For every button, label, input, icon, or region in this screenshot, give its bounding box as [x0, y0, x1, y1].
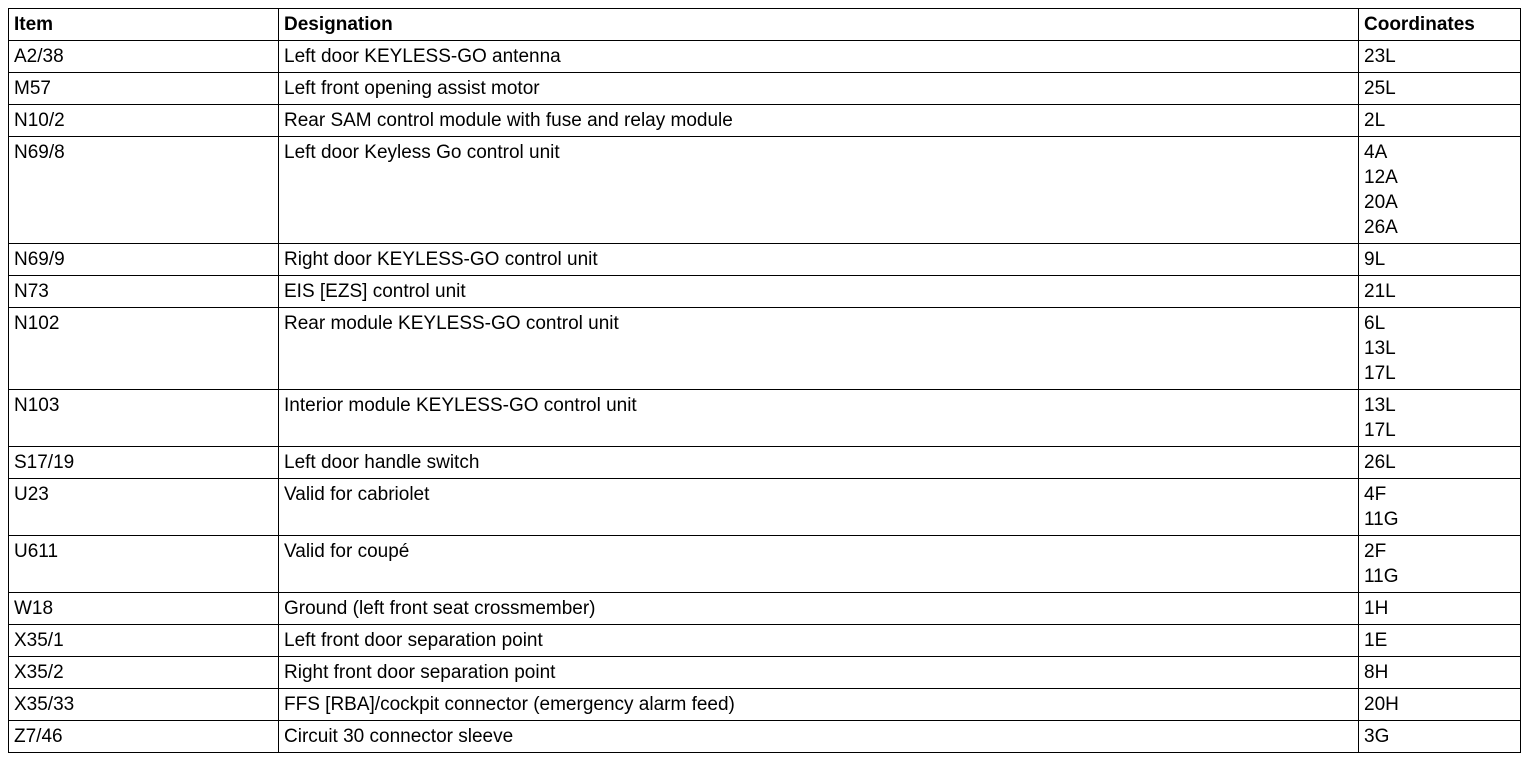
item-cell: N103	[9, 390, 279, 447]
coordinate-value: 12A	[1364, 167, 1398, 188]
coordinates-cell	[1359, 244, 1521, 276]
table-row	[9, 276, 1521, 308]
coordinates-cell	[1359, 657, 1521, 689]
table-row	[9, 73, 1521, 105]
table-row	[9, 105, 1521, 137]
coordinate-value: 13L	[1364, 338, 1396, 359]
table-row	[9, 41, 1521, 73]
coordinates-cell	[1359, 390, 1521, 447]
designation-cell: Left front door separation point	[279, 625, 1359, 657]
table-body	[9, 41, 1521, 753]
designation-cell: Left door handle switch	[279, 447, 1359, 479]
designation-cell: EIS [EZS] control unit	[279, 276, 1359, 308]
item-cell: N69/9	[9, 244, 279, 276]
designation-cell: Interior module KEYLESS-GO control unit	[279, 390, 1359, 447]
coordinate-value: 1H	[1364, 598, 1389, 619]
table-row	[9, 244, 1521, 276]
coordinate-value: 8H	[1364, 662, 1389, 683]
table-row	[9, 625, 1521, 657]
designation-cell: Ground (left front seat crossmember)	[279, 593, 1359, 625]
table-row	[9, 657, 1521, 689]
coordinate-value: 9L	[1364, 249, 1386, 270]
coordinate-value: 23L	[1364, 46, 1396, 67]
item-cell: Z7/46	[9, 721, 279, 753]
designation-cell: Right door KEYLESS-GO control unit	[279, 244, 1359, 276]
coordinates-cell	[1359, 105, 1521, 137]
designation-cell: Left door Keyless Go control unit	[279, 137, 1359, 244]
designation-column-header: Designation	[279, 9, 1359, 41]
coordinate-value: 20H	[1364, 694, 1399, 715]
designation-cell: Rear module KEYLESS-GO control unit	[279, 308, 1359, 390]
coordinates-cell	[1359, 276, 1521, 308]
coordinate-value: 2F	[1364, 541, 1387, 562]
coordinates-cell	[1359, 308, 1521, 390]
coordinate-value: 11G	[1364, 566, 1399, 587]
coordinate-value: 17L	[1364, 363, 1396, 384]
table-row	[9, 137, 1521, 244]
coordinates-cell	[1359, 721, 1521, 753]
designation-cell: FFS [RBA]/cockpit connector (emergency alarm feed)	[279, 689, 1359, 721]
coordinate-value: 20A	[1364, 192, 1398, 213]
item-cell: U611	[9, 536, 279, 593]
item-cell: X35/2	[9, 657, 279, 689]
table-row	[9, 447, 1521, 479]
coordinate-value: 26L	[1364, 452, 1396, 473]
designation-cell: Valid for cabriolet	[279, 479, 1359, 536]
coordinate-value: 1E	[1364, 630, 1388, 651]
coordinates-cell	[1359, 73, 1521, 105]
item-cell: X35/1	[9, 625, 279, 657]
coordinate-value: 25L	[1364, 78, 1396, 99]
table-row	[9, 479, 1521, 536]
item-column-header: Item	[9, 9, 279, 41]
item-cell: N73	[9, 276, 279, 308]
item-cell: N102	[9, 308, 279, 390]
designation-cell: Rear SAM control module with fuse and relay module	[279, 105, 1359, 137]
coordinates-cell	[1359, 41, 1521, 73]
coordinates-cell	[1359, 536, 1521, 593]
table-row	[9, 308, 1521, 390]
coordinate-value: 26A	[1364, 217, 1398, 238]
coordinates-cell	[1359, 479, 1521, 536]
coordinates-cell	[1359, 137, 1521, 244]
coordinates-cell	[1359, 593, 1521, 625]
item-cell: M57	[9, 73, 279, 105]
designation-cell: Valid for coupé	[279, 536, 1359, 593]
header-row	[9, 9, 1521, 41]
table-row	[9, 689, 1521, 721]
table-row	[9, 536, 1521, 593]
table-row	[9, 390, 1521, 447]
coordinates-cell	[1359, 447, 1521, 479]
coordinate-value: 6L	[1364, 313, 1386, 334]
component-table	[8, 8, 1521, 753]
designation-cell: Left front opening assist motor	[279, 73, 1359, 105]
item-cell: N10/2	[9, 105, 279, 137]
item-cell: W18	[9, 593, 279, 625]
coordinate-value: 21L	[1364, 281, 1396, 302]
coordinate-value: 4F	[1364, 484, 1387, 505]
item-cell: X35/33	[9, 689, 279, 721]
item-cell: A2/38	[9, 41, 279, 73]
coordinate-value: 4A	[1364, 142, 1388, 163]
item-cell: S17/19	[9, 447, 279, 479]
coordinate-value: 13L	[1364, 395, 1396, 416]
item-cell: U23	[9, 479, 279, 536]
coordinates-cell	[1359, 689, 1521, 721]
coordinate-value: 3G	[1364, 726, 1390, 747]
coordinate-value: 2L	[1364, 110, 1386, 131]
coordinate-value: 17L	[1364, 420, 1396, 441]
coordinates-column-header: Coordinates	[1359, 9, 1521, 41]
designation-cell: Circuit 30 connector sleeve	[279, 721, 1359, 753]
table-row	[9, 593, 1521, 625]
designation-cell: Left door KEYLESS-GO antenna	[279, 41, 1359, 73]
table-header	[9, 9, 1521, 41]
designation-cell: Right front door separation point	[279, 657, 1359, 689]
coordinates-cell	[1359, 625, 1521, 657]
coordinate-value: 11G	[1364, 509, 1399, 530]
table-row	[9, 721, 1521, 753]
item-cell: N69/8	[9, 137, 279, 244]
